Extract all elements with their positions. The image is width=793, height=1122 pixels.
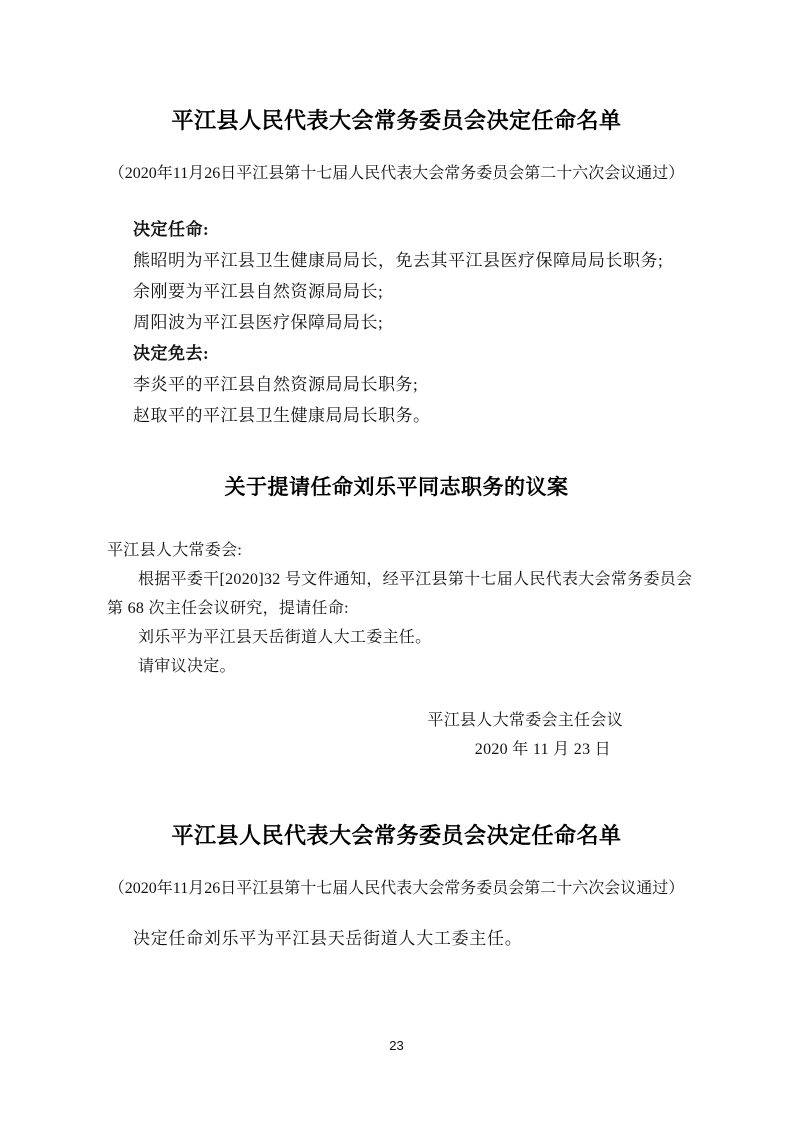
- doc2-body-line: 根据平委干[2020]32 号文件通知，经平江县第十七届人民代表大会常务委员会: [138, 571, 693, 588]
- doc2-date: 2020 年 11 月 23 日: [474, 741, 611, 758]
- appointment-line: 周阳波为平江县医疗保障局局长;: [133, 313, 384, 332]
- doc3-meeting-note: （2020年11月26日平江县第十七届人民代表大会常务委员会第二十六次会议通过）: [108, 880, 685, 897]
- doc3-title: 平江县人民代表大会常务委员会决定任命名单: [171, 823, 622, 848]
- decide-appoint-label: 决定任命:: [133, 220, 210, 239]
- doc2-signature: 平江县人大常委会主任会议: [427, 712, 623, 729]
- doc1-body: [133, 214, 663, 431]
- doc2-body-line: 第 68 次主任会议研究，提请任命:: [107, 600, 349, 617]
- doc2-closing-line: 请审议决定。: [138, 658, 236, 675]
- removal-line: 赵取平的平江县卫生健康局局长职务。: [133, 406, 431, 425]
- doc1-meeting-note: （2020年11月26日平江县第十七届人民代表大会常务委员会第二十六次会议通过）: [108, 165, 685, 182]
- appointment-line: 余刚要为平江县自然资源局局长;: [133, 282, 384, 301]
- doc2-appointment-line: 刘乐平为平江县天岳街道人大工委主任。: [138, 629, 432, 646]
- removal-line: 李炎平的平江县自然资源局局长职务;: [133, 375, 419, 394]
- doc2-title: 关于提请任命刘乐平同志职务的议案: [224, 476, 569, 499]
- doc3-body-line: 决定任命刘乐平为平江县天岳街道人大工委主任。: [133, 929, 523, 948]
- page-number: 23: [389, 1038, 404, 1053]
- decide-remove-label: 决定免去:: [133, 344, 210, 363]
- doc2-body: [107, 536, 692, 681]
- doc1-title: 平江县人民代表大会常务委员会决定任命名单: [171, 108, 622, 133]
- doc2-addressee: 平江县人大常委会:: [107, 542, 243, 559]
- appointment-line: 熊昭明为平江县卫生健康局局长，免去其平江县医疗保障局局长职务;: [133, 251, 664, 270]
